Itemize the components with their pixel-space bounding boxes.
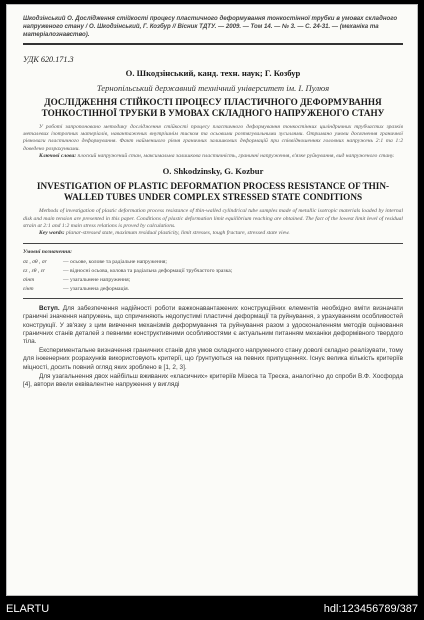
notation-row [23,267,403,276]
ua-title: ДОСЛІДЖЕННЯ СТІЙКОСТІ ПРОЦЕСУ ПЛАСТИЧНОГО ДЕФОРМУВАННЯ ТОНКОСТІННОЇ ТРУБКИ В УМОВАХ СКЛАДНОГО НАПРУЖЕНОГО СТАНУ [41,96,385,118]
ua-affiliation: Тернопільський державний технічний університет ім. І. Пулюя [96,82,330,93]
notation-text: — узагальнена деформація. [63,286,130,293]
en-keywords-label: Key words: [39,230,65,237]
notation-symbol: σінт [23,277,35,284]
header-rule [23,43,403,45]
notation-symbol: εінт [23,286,34,293]
ua-authors: О. Шкодзінський, канд. техн. наук; Г. Козбур [125,67,301,78]
notation-row [23,285,403,294]
footer-bar [0,596,424,620]
page-content [23,15,403,390]
intro-text: Для забезпечення надійності роботи важконавантажених конструкційних елементів необхідно вміти визначати граничні значення напружень, що спричиняють недопустимі пластичні деформації та руйнування, з урахуванням особливостей конструкції. У зв'язку з цим вивчення механізмів деформування та руйнування разом з удосконаленням методів оцінювання граничних станів деталей з певними конструктивними особливостями є актуальним питанням механіки деформівного твердого тіла. [23,305,403,346]
en-keywords-text: planar-stressed state, maximum residual plasticity, limit stresses, tough fracture, stressed state view. [66,230,290,237]
body-paragraph-intro [23,305,403,346]
notation-text: — відносні осьова, колова та радіальна деформації трубчастого зразка; [63,268,233,275]
notation-text: — узагальнене напруження; [63,277,131,284]
en-authors: O. Shkodzinsky, G. Kozbur [162,166,264,177]
ua-keywords [23,153,403,160]
notation-symbol: σz , σθ , σr [23,259,47,266]
ua-keywords-text: плоский напружений стан, максимальна залишкова пластичність, граничні напруження, в'язке руйнування, вид напруженого стану. [77,152,395,159]
notation-box [23,243,403,299]
body-paragraph-3: Для узагальнення двох найбільш вживаних «класичних» критеріїв Мізеса та Треска, аналогічно до спроби В.Ф. Хосфорда [4], автори ввели еквівалентне напруження у вигляді [23,372,403,389]
notation-row [23,258,403,267]
footer-repository-label: ELARTU [6,603,50,615]
en-title: INVESTIGATION OF PLASTIC DEFORMATION PROCESS RESISTANCE OF THIN-WALLED TUBES UNDER COMPLEX STRESSED STATE CONDITIONS [36,181,390,203]
body-text [23,305,403,389]
footer-handle-label: hdl:123456789/387 [323,603,418,615]
notation-heading: Умовні позначення: [23,249,73,256]
ua-abstract: У роботі запропоновано методику дослідження стійкості процесу пластичного деформування тонкостінних циліндричних трубчастих зразків металевих ізотропних матеріалів, навантажених внутрішнім тиском та осьовими розтягувальними зусиллями. Отримано умови досягнення граничної рівноваги пластичного деформування. Факт найменшого рівня граничних залишкових деформацій при співвідношеннях головних напружень 2:1 та 1:2 доведено розрахунками. [23,124,403,152]
document-page [6,4,418,596]
notation-text: — осьове, колове та радіальне напруження; [63,259,167,266]
citation: Шкодзінський О. Дослідження стійкості процесу пластичного деформування тонкостінної трубки в умовах складного напруженого стану / О. Шкодзінський, Г. Козбур // Вісник ТДТУ. — 2009. — Том 14. — № 3. — С. 24-31. — (механіка та матеріалознавство). [23,15,398,39]
body-paragraph-2: Експериментальне визначення граничних станів для умов складного напруженого стану доволі складно реалізувати, тому для інженерних розрахунків використовують критерії, що ґрунтуються на певних припущеннях. Існує велика кількість критеріїв міцності, досить повний огляд яких зроблено в [1, 2, 3]. [23,347,403,371]
en-abstract: Methods of investigation of plastic deformation process resistance of thin-walled cylindrical tube samples made of metallic isotropic materials loaded by internal disk and main tension are presented in this paper. Conditions of plastic deformation limit equilibrium reaching are obtained. The fact of the lowest limit level of residual strain at 2:1 and 1:2 main stress relations is proved by calculations. [23,208,403,229]
notation-row [23,276,403,285]
udk-code: УДК 620.171.3 [23,54,74,64]
section-lead: Вступ. [39,305,60,313]
notation-symbol: εz , εθ , εr [23,268,46,275]
ua-keywords-label: Ключові слова: [39,152,77,159]
en-keywords [23,230,403,237]
